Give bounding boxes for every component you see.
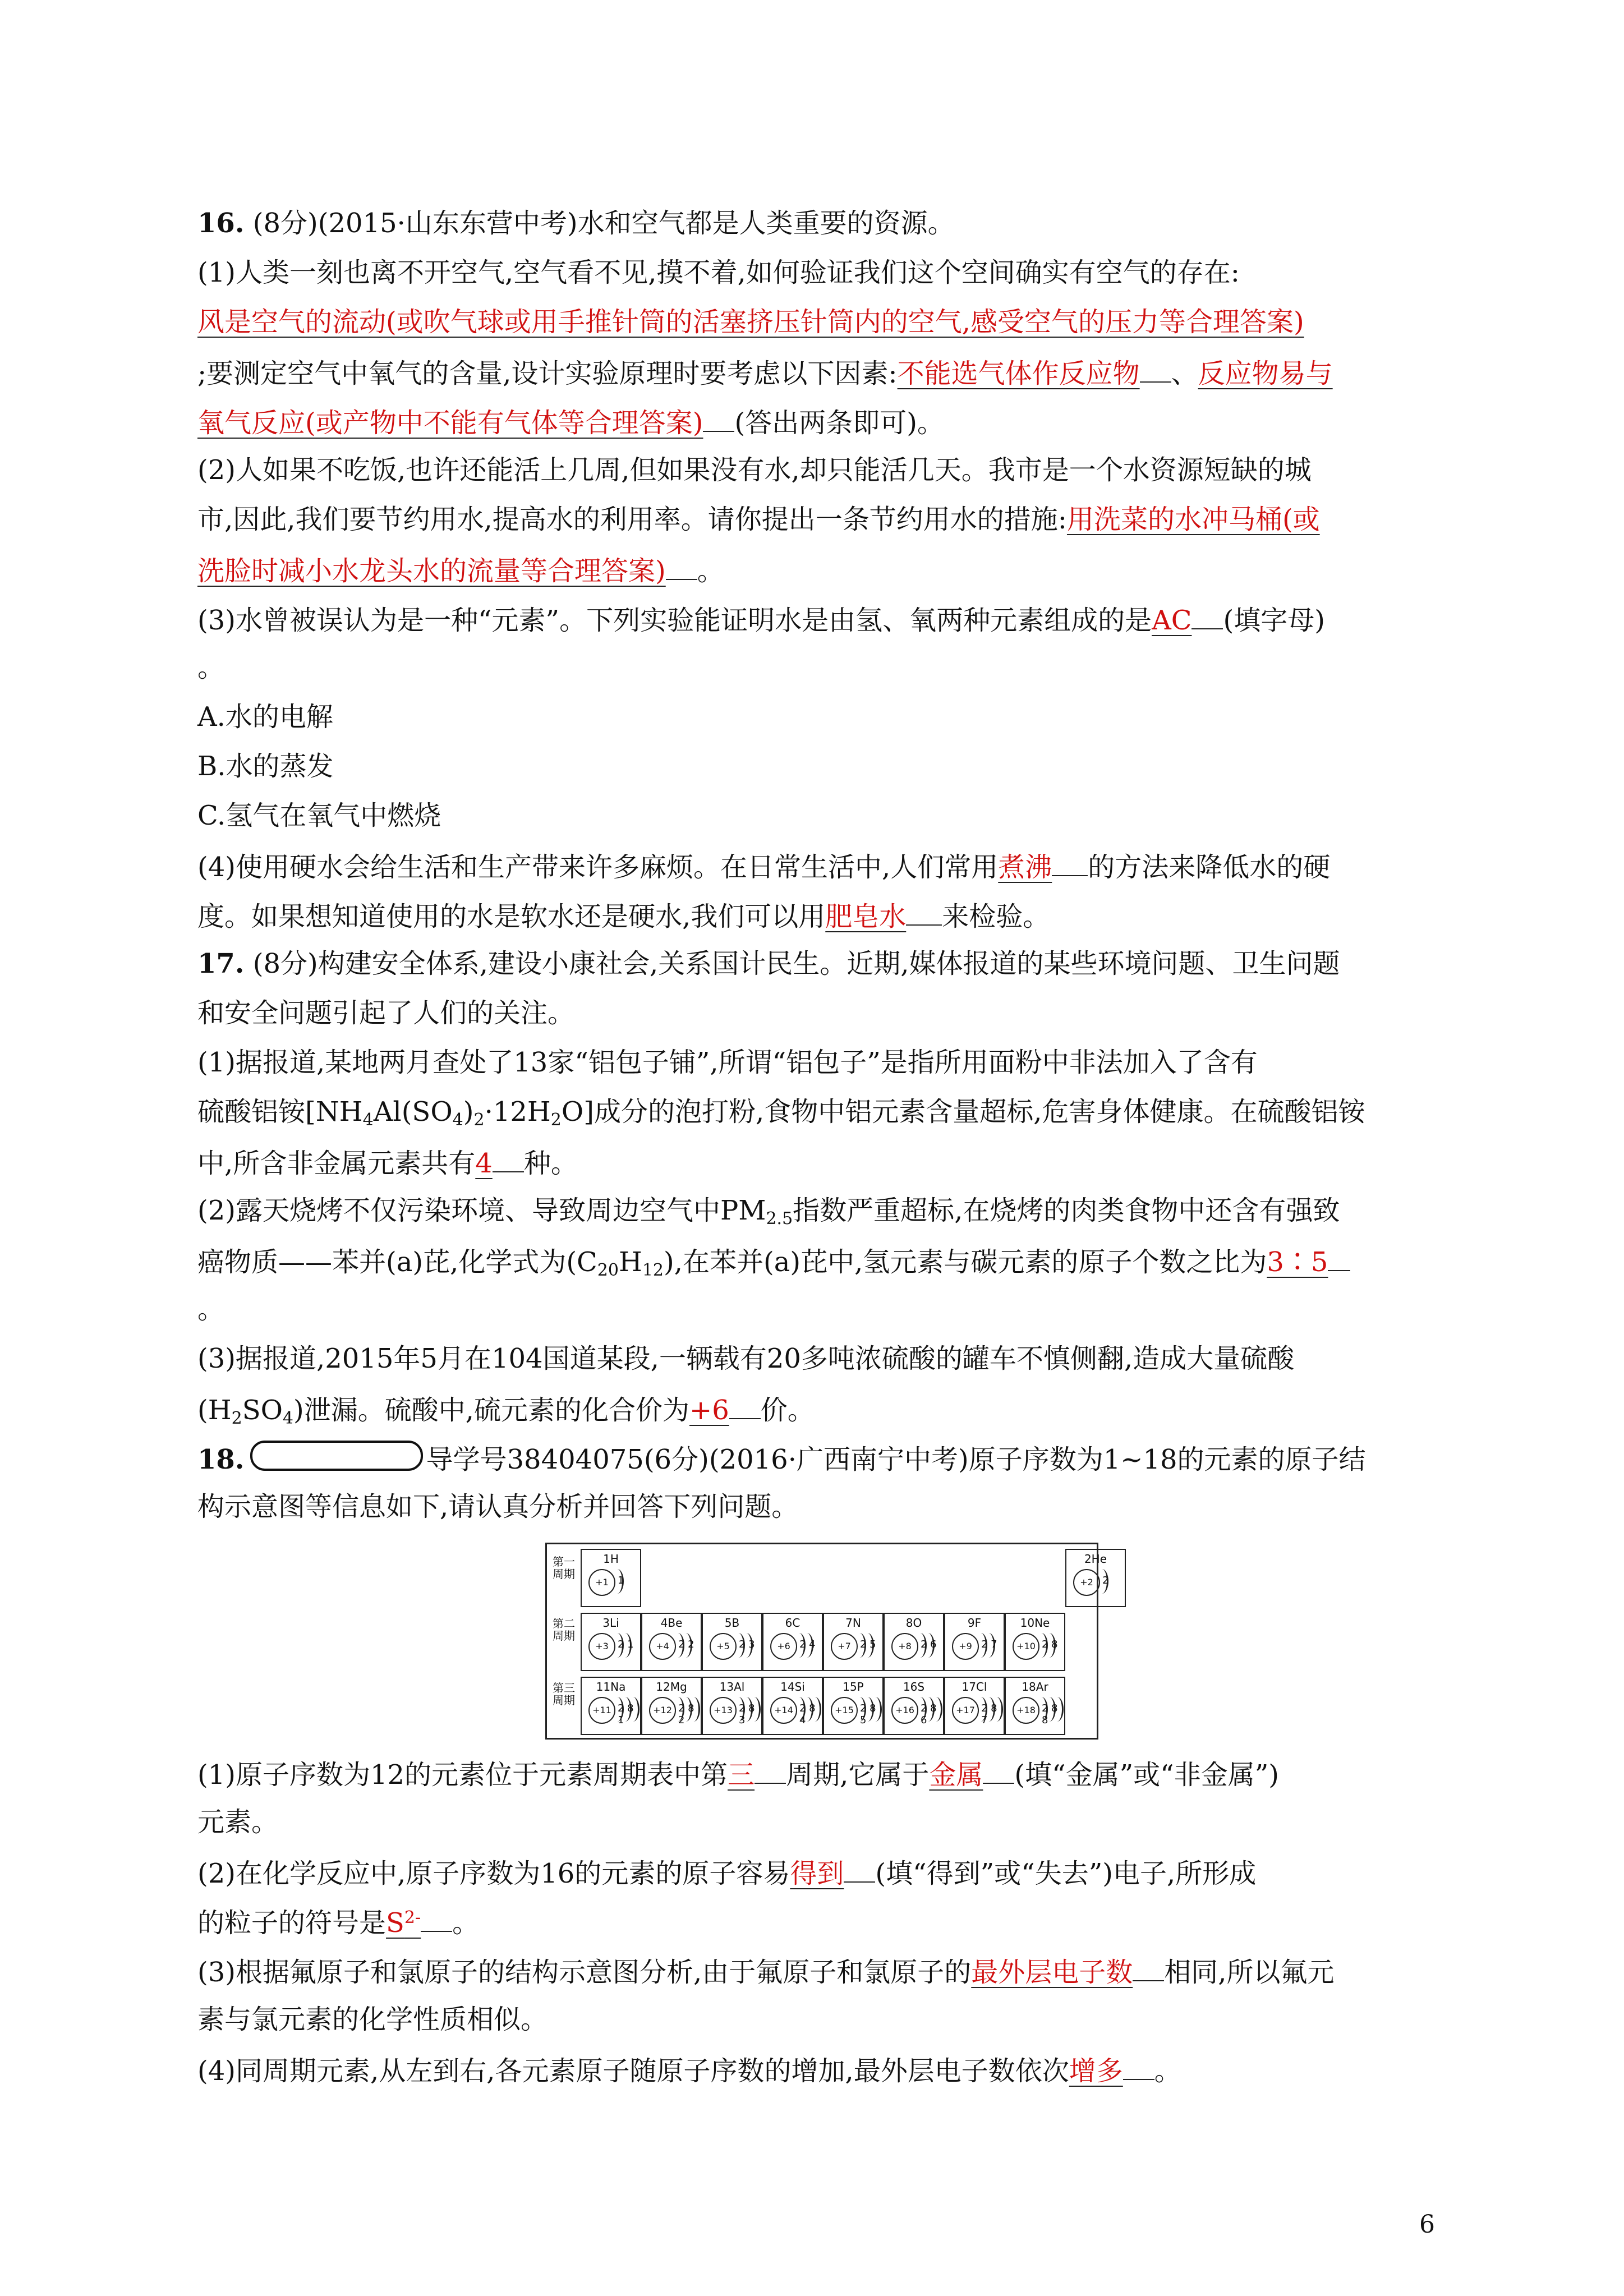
- q17-text: 癌物质——苯并(a)芘,化学式为(C: [197, 1246, 597, 1278]
- element-cell: [823, 1677, 884, 1735]
- q16-p5: 市,因此,我们要节约用水,提高水的利用率。请你提出一条节约用水的措施:: [197, 504, 1067, 535]
- q16-p7: (3)水曾被误认为是一种“元素”。下列实验能证明水是由氢、氧两种元素组成的是: [197, 605, 1152, 636]
- element-cell: [641, 1613, 702, 1671]
- element-symbol: 10Ne: [1020, 1616, 1050, 1630]
- answer-blank: [1191, 601, 1223, 629]
- element-cell: [944, 1677, 1005, 1735]
- q18-header: [197, 1441, 1366, 1476]
- electron-counts: 2 5: [860, 1639, 876, 1650]
- q17-text: ),在苯并(a)芘中,氢元素与碳元素的原子个数之比为: [664, 1246, 1267, 1278]
- page-number: 6: [1419, 2210, 1435, 2239]
- q17-text: H: [618, 1246, 642, 1278]
- subscript: 2: [473, 1110, 485, 1130]
- q16-header-text: (8分)(2015·山东东营中考)水和空气都是人类重要的资源。: [252, 208, 955, 239]
- q18-p3: 周期,它属于: [786, 1759, 930, 1791]
- q18-p9: 。: [452, 1907, 480, 1939]
- q16-answer-4a: 用洗菜的水冲马桶(或: [1066, 504, 1320, 535]
- element-symbol: 14Si: [780, 1680, 805, 1694]
- answer-blank: [666, 552, 697, 580]
- nucleus-charge: +3: [588, 1633, 615, 1660]
- ion-charge: 2-: [404, 1908, 421, 1927]
- nucleus-charge: +16: [891, 1697, 918, 1724]
- element-cell: [581, 1549, 641, 1607]
- q16-line-15: [197, 898, 1050, 933]
- q16-line-8: [197, 552, 724, 588]
- electron-counts: 2 8 4: [799, 1703, 816, 1726]
- q16-p1: (1)人类一刻也离不开空气,空气看不见,摸不着,如何验证我们这个空间确实有空气的存在:: [197, 257, 1240, 288]
- answer-blank: [755, 1756, 786, 1784]
- element-cell: [884, 1613, 944, 1671]
- q17-p9: (3)据报道,2015年5月在104国道某段,一辆载有20多吨浓硫酸的罐车不慎侧翻,造成大量硫酸: [197, 1343, 1295, 1374]
- q16-number: 16.: [197, 208, 245, 239]
- q16-answer-6: 煮沸: [998, 852, 1052, 883]
- q18-answer-5: 最外层电子数: [971, 1957, 1133, 1988]
- q18-answer-4: [386, 1907, 421, 1939]
- nucleus-charge: +5: [710, 1633, 737, 1660]
- element-symbol: 18Ar: [1022, 1680, 1048, 1694]
- q16-line-7: [197, 503, 1320, 536]
- ion-symbol: S: [386, 1907, 404, 1939]
- q16-answer-1: 风是空气的流动(或吹气球或用手推针筒的活塞挤压针筒内的空气,感受空气的压力等合理答案): [197, 306, 1304, 338]
- q17-p11: 价。: [760, 1395, 815, 1426]
- element-cell: [762, 1677, 823, 1735]
- q18-p12: 素与氯元素的化学性质相似。: [197, 2004, 548, 2035]
- q17-line-7: [197, 1243, 1350, 1279]
- q18-p7: (填“得到”或“失去”)电子,所形成: [875, 1858, 1257, 1889]
- subscript: 2: [550, 1110, 562, 1130]
- q16-p10: (4)使用硬水会给生活和生产带来许多麻烦。在日常生活中,人们常用: [197, 852, 999, 883]
- q18-p4: (填“金属”或“非金属”): [1014, 1759, 1279, 1791]
- q17-line-10: [197, 1391, 815, 1427]
- q18-number: 18.: [197, 1444, 245, 1475]
- element-symbol: 7N: [845, 1616, 861, 1630]
- q17-p1: 和安全问题引起了人们的关注。: [197, 997, 575, 1029]
- q16-answer-3b: 氧气反应(或产物中不能有气体等合理答案): [197, 407, 703, 439]
- q18-answer-2: 金属: [929, 1759, 983, 1791]
- subscript: 2: [231, 1409, 242, 1428]
- q18-p1: 构示意图等信息如下,请认真分析并回答下列问题。: [197, 1491, 799, 1522]
- period-2-label: 第二周期: [553, 1617, 575, 1642]
- answer-blank: [906, 898, 942, 926]
- q17-text: (2)露天烧烤不仅污染环境、导致周边空气中PM: [197, 1195, 766, 1226]
- element-cell: [1005, 1613, 1065, 1671]
- element-cell: [944, 1613, 1005, 1671]
- element-symbol: 3Li: [602, 1616, 619, 1630]
- q17-text: ·12H: [484, 1096, 551, 1128]
- q16-p9: 。: [197, 652, 225, 683]
- q17-answer-1: 4: [475, 1148, 493, 1179]
- q16-p12: 度。如果想知道使用的水是软水还是硬水,我们可以用: [197, 901, 826, 932]
- electron-counts: 2 8 5: [860, 1703, 876, 1726]
- q16-p13: 来检验。: [942, 901, 1050, 932]
- q16-sep: 、: [1171, 358, 1198, 389]
- electron-counts: 2 8 3: [739, 1703, 755, 1726]
- electron-counts: 2 8 6: [921, 1703, 937, 1726]
- nucleus-charge: +7: [831, 1633, 858, 1660]
- q17-text: SO: [242, 1395, 283, 1426]
- q17-text: Al(SO: [373, 1096, 453, 1128]
- period-1-label: 第一周期: [553, 1555, 575, 1581]
- q16-p4: (2)人如果不吃饭,也许还能活上几周,但如果没有水,却只能活几天。我市是一个水资源短缺的城: [197, 454, 1312, 486]
- q16-p3: (答出两条即可)。: [734, 407, 944, 439]
- electron-counts: 2 4: [799, 1639, 816, 1650]
- q16-option-c: C.氢气在氧气中燃烧: [197, 800, 441, 831]
- q16-line-9: [197, 601, 1325, 637]
- q18-p13: (4)同周期元素,从左到右,各元素原子随原子序数的增加,最外层电子数依次: [197, 2055, 1069, 2087]
- electron-counts: 2: [1102, 1575, 1109, 1586]
- q17-p2: (1)据报道,某地两月查处了13家“铝包子铺”,所谓“铝包子”是指所用面粉中非法加入了含有: [197, 1047, 1258, 1078]
- nucleus-charge: +15: [831, 1697, 858, 1724]
- answer-blank: [1052, 848, 1088, 876]
- answer-blank: [844, 1855, 875, 1883]
- element-symbol: 12Mg: [656, 1680, 687, 1694]
- q18-p11: 相同,所以氟元: [1164, 1957, 1335, 1988]
- q18-answer-3: 得到: [790, 1858, 844, 1889]
- answer-blank: [703, 404, 734, 432]
- element-cell: [581, 1613, 641, 1671]
- q18-line-6: [197, 1904, 479, 1940]
- electron-counts: 2 3: [739, 1639, 755, 1650]
- q17-text: )泄漏。硫酸中,硫元素的化合价为: [293, 1395, 690, 1426]
- q16-option-a: A.水的电解: [197, 701, 333, 733]
- q18-p10: (3)根据氟原子和氯原子的结构示意图分析,由于氟原子和氯原子的: [197, 1957, 972, 1988]
- q17-header-text: (8分)构建安全体系,建设小康社会,关系国计民生。近期,媒体报道的某些环境问题、卫生问题: [252, 948, 1340, 979]
- electron-counts: 2 1: [618, 1639, 634, 1650]
- element-cell: [884, 1677, 944, 1735]
- nucleus-charge: +2: [1073, 1569, 1100, 1596]
- subscript: 4: [362, 1110, 374, 1130]
- element-symbol: 2He: [1084, 1552, 1107, 1566]
- answer-blank: [1133, 1953, 1164, 1981]
- q16-p11: 的方法来降低水的硬: [1088, 852, 1331, 883]
- nucleus-charge: +13: [710, 1697, 737, 1724]
- subscript: 4: [282, 1409, 294, 1428]
- nucleus-charge: +6: [770, 1633, 797, 1660]
- q17-answer-3: +6: [689, 1395, 729, 1426]
- q17-p8: 。: [197, 1294, 225, 1325]
- q18-header-text: 导学号38404075(6分)(2016·广西南宁中考)原子序数为1~18的元素的原子结: [426, 1444, 1366, 1475]
- element-symbol: 16S: [903, 1680, 925, 1694]
- q16-option-b: B.水的蒸发: [197, 751, 334, 782]
- q17-number: 17.: [197, 948, 245, 979]
- q18-answer-1: 三: [728, 1759, 755, 1791]
- element-symbol: 1H: [603, 1552, 619, 1566]
- element-symbol: 5B: [724, 1616, 740, 1630]
- q17-text: 指数严重超标,在烧烤的肉类食物中还含有强致: [793, 1195, 1340, 1226]
- q18-line-3: [197, 1756, 1279, 1792]
- q16-answer-4b: 洗脸时减小水龙头水的流量等合理答案): [197, 555, 666, 587]
- element-cell: [1005, 1677, 1065, 1735]
- answer-blank: [421, 1904, 452, 1932]
- q18-p5: 元素。: [197, 1806, 279, 1838]
- nucleus-charge: +14: [770, 1697, 797, 1724]
- element-symbol: 17Cl: [961, 1680, 987, 1694]
- subscript: 2.5: [766, 1209, 793, 1228]
- q16-answer-5: AC: [1152, 605, 1192, 636]
- electron-counts: 2 7: [981, 1639, 997, 1650]
- electron-counts: 2 8: [1042, 1639, 1058, 1650]
- q18-line-9: [197, 2052, 1181, 2088]
- electron-counts: 1: [618, 1575, 624, 1586]
- q16-answer-7: 肥皂水: [825, 901, 907, 932]
- q17-line-5: [197, 1144, 578, 1180]
- periodic-table-figure: [545, 1543, 1109, 1740]
- electron-counts: 2 8 7: [981, 1703, 997, 1726]
- element-symbol: 8O: [905, 1616, 922, 1630]
- nucleus-charge: +11: [588, 1697, 615, 1724]
- element-cell: [702, 1677, 762, 1735]
- element-symbol: 4Be: [660, 1616, 683, 1630]
- period-3-label: 第三周期: [553, 1681, 575, 1707]
- nucleus-charge: +12: [649, 1697, 676, 1724]
- q17-answer-2: 3∶5: [1267, 1246, 1328, 1278]
- q18-answer-6: 增多: [1069, 2055, 1123, 2087]
- element-cell: [581, 1677, 641, 1735]
- q16-line-14: [197, 848, 1330, 884]
- q16-line-4: [197, 355, 1333, 390]
- electron-counts: 2 8 8: [1042, 1703, 1058, 1726]
- nucleus-charge: +1: [588, 1569, 615, 1596]
- element-cell: [702, 1613, 762, 1671]
- q16-answer-3a: 反应物易与: [1198, 358, 1333, 389]
- q17-line-6: [197, 1194, 1340, 1227]
- answer-blank: [729, 1391, 761, 1419]
- subscript: 4: [452, 1110, 463, 1130]
- q16-p2: ;要测定空气中氧气的含量,设计实验原理时要考虑以下因素:: [197, 358, 898, 389]
- q17-p4: 中,所含非金属元素共有: [197, 1148, 476, 1179]
- element-cell: [762, 1613, 823, 1671]
- q17-text: (H: [197, 1395, 232, 1426]
- q16-p6: 。: [697, 555, 724, 587]
- nucleus-charge: +18: [1013, 1697, 1039, 1724]
- nucleus-charge: +8: [891, 1633, 918, 1660]
- answer-blank: [983, 1756, 1014, 1784]
- q18-p14: 。: [1154, 2055, 1181, 2087]
- q17-formula-line: [197, 1095, 1365, 1129]
- element-cell: [823, 1613, 884, 1671]
- q18-p2: (1)原子序数为12的元素位于元素周期表中第: [197, 1759, 728, 1791]
- electron-counts: 2 2: [678, 1639, 694, 1650]
- electron-counts: 2 6: [921, 1639, 937, 1650]
- q17-text: ): [463, 1096, 474, 1128]
- q18-p6: (2)在化学反应中,原子序数为16的元素的原子容易: [197, 1858, 790, 1889]
- electron-counts: 2 8 1: [618, 1703, 634, 1726]
- nucleus-charge: +17: [952, 1697, 979, 1724]
- element-cell: [641, 1677, 702, 1735]
- q18-line-5: [197, 1855, 1256, 1890]
- nucleus-charge: +4: [649, 1633, 676, 1660]
- q17-text: 硫酸铝铵[NH: [197, 1096, 363, 1128]
- q18-line-7: [197, 1953, 1335, 1989]
- answer-blank: [493, 1144, 524, 1172]
- nucleus-charge: +9: [952, 1633, 979, 1660]
- q18-p8: 的粒子的符号是: [197, 1907, 387, 1939]
- electron-counts: 2 8 2: [678, 1703, 694, 1726]
- q17-text: O]成分的泡打粉,食物中铝元素含量超标,危害身体健康。在硫酸铝铵: [561, 1096, 1365, 1128]
- q16-answer-2: 不能选气体作反应物: [897, 358, 1140, 389]
- answer-blank: [1123, 2052, 1154, 2080]
- study-guide-badge[interactable]: [250, 1441, 423, 1471]
- q16-p8: (填字母): [1223, 605, 1325, 636]
- subscript: 12: [642, 1260, 664, 1280]
- q17-p5: 种。: [523, 1148, 578, 1179]
- element-cell: [1065, 1549, 1126, 1607]
- q17-header: [197, 947, 1340, 981]
- nucleus-charge: +10: [1013, 1633, 1039, 1660]
- answer-blank: [1328, 1243, 1350, 1271]
- element-symbol: 13Al: [719, 1680, 745, 1694]
- element-symbol: 9F: [967, 1616, 982, 1630]
- element-symbol: 15P: [843, 1680, 864, 1694]
- answer-blank: [1140, 355, 1171, 383]
- q16-line-5: [197, 404, 944, 440]
- element-symbol: 6C: [785, 1616, 801, 1630]
- element-symbol: 11Na: [596, 1680, 626, 1694]
- q16-header: [197, 206, 955, 240]
- subscript: 20: [597, 1260, 619, 1280]
